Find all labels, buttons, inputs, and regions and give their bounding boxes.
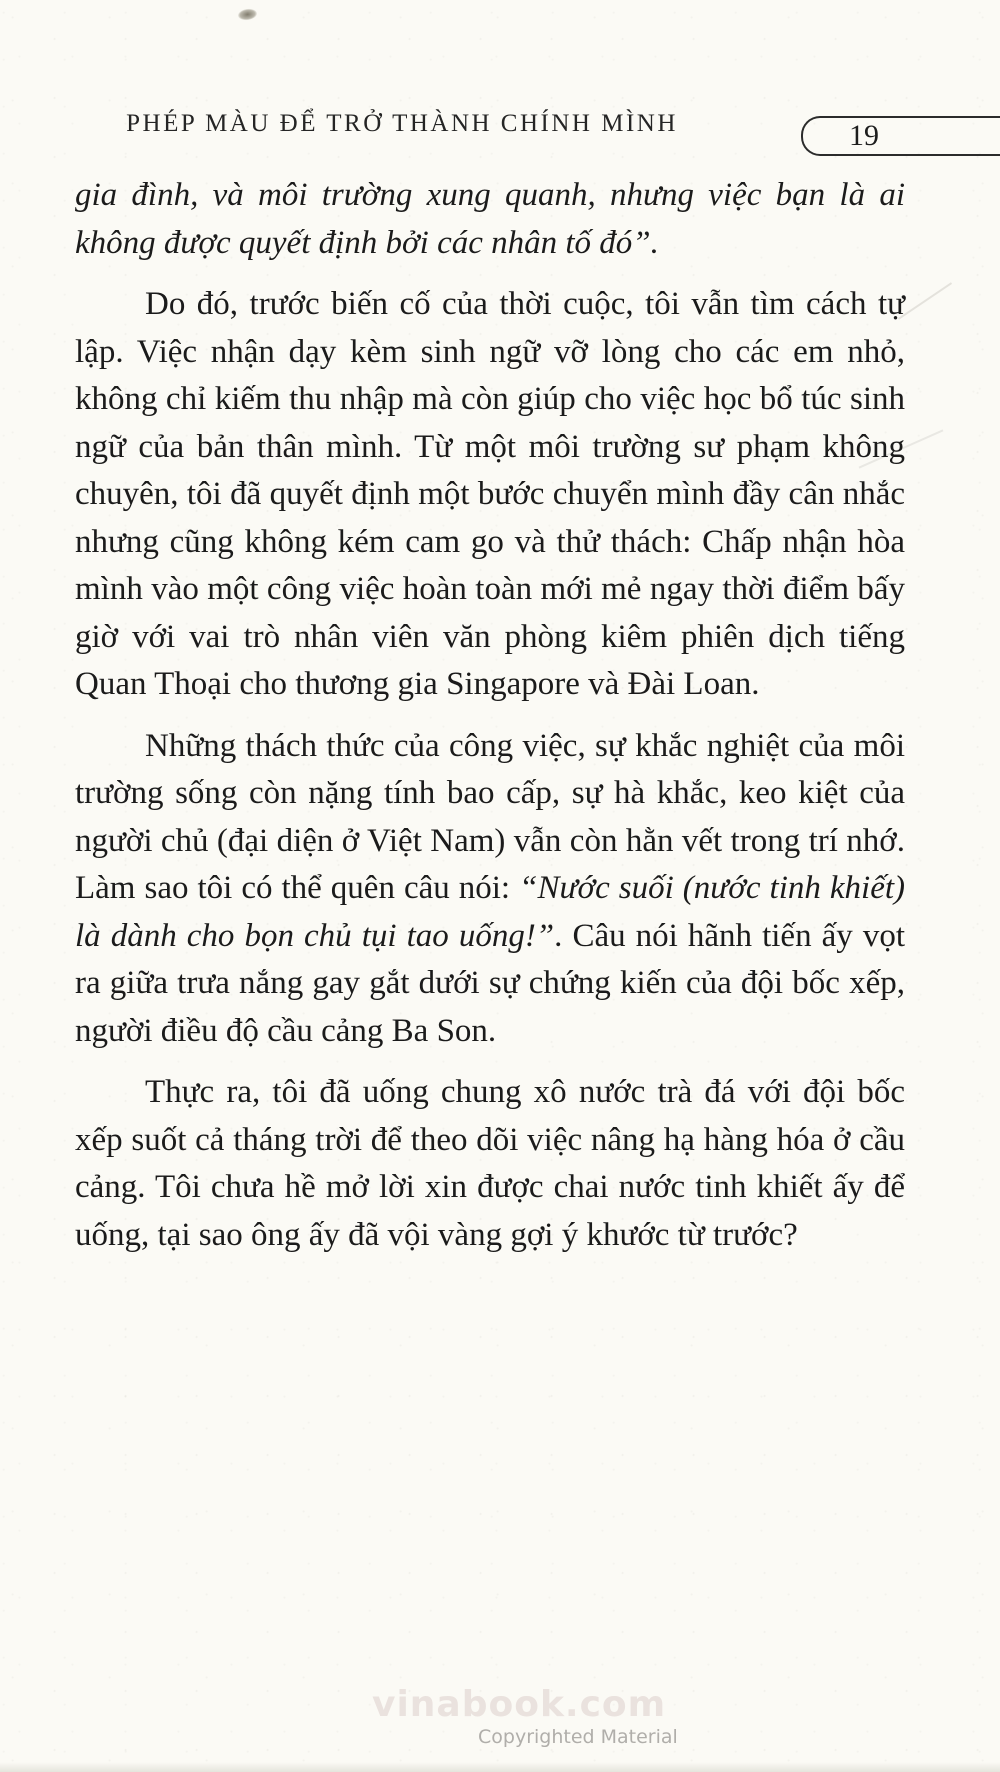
- page-content: [75, 172, 905, 1273]
- paragraph-opening-quote: gia đình, và môi trường xung quanh, nhưng việc bạn là ai không được quyết định bởi các nhân tố đó”.: [75, 177, 905, 261]
- scan-bottom-edge-shadow: [0, 1762, 1000, 1772]
- page-number: 19: [849, 119, 879, 152]
- paragraph-3-text-after-quote: . Câu nói hãnh tiến ấy vọt ra giữa trưa nắng gay gắt dưới sự chứng kiến của đội bốc xếp, người điều độ cầu cảng Ba Son.: [75, 917, 905, 1049]
- copyright-notice: Copyrighted Material: [478, 1726, 678, 1748]
- paragraph-3: [75, 723, 905, 1056]
- page-number-badge: [801, 116, 1000, 156]
- ink-smudge: [237, 8, 257, 22]
- paragraph-4: Thực ra, tôi đã uống chung xô nước trà đá với đội bốc xếp suốt cả tháng trời để theo dõi việc nâng hạ hàng hóa ở cầu cảng. Tôi chưa hề mở lời xin được chai nước tinh khiết ấy để uống, tại sao ông ấy đã vội vàng gợi ý khước từ trước?: [75, 1074, 905, 1253]
- scan-scratch-mark: [898, 282, 952, 319]
- paragraph-3-quoted-speech: “Nước suối (nước tinh khiết) là dành cho bọn chủ tụi tao uống!”: [75, 870, 905, 954]
- paragraph-3-text-before-quote: Những thách thức của công việc, sự khắc nghiệt của môi trường sống còn nặng tính bao cấp, sự hà khắc, keo kiệt của người chủ (đại diện ở Việt Nam) vẫn còn hằn vết trong trí nhớ. Làm sao tôi có thể quên câu nói:: [75, 727, 905, 906]
- vinabook-watermark: vinabook.com: [372, 1684, 667, 1725]
- paragraph-2: Do đó, trước biến cố của thời cuộc, tôi vẫn tìm cách tự lập. Việc nhận dạy kèm sinh ngữ vỡ lòng cho các em nhỏ, không chỉ kiếm thu nhập mà còn giúp cho việc học bổ túc sinh ngữ của bản thân mình. Từ một môi trường sư phạm không chuyên, tôi đã quyết định một bước chuyển mình đầy cân nhắc nhưng cũng không kém cam go và thử thách: Chấp nhận hòa mình vào một công việc hoàn toàn mới mẻ ngay thời điểm bấy giờ với vai trò nhân viên văn phòng kiêm phiên dịch tiếng Quan Thoại cho thương gia Singapore và Đài Loan.: [75, 286, 905, 702]
- running-header-title: PHÉP MÀU ĐỂ TRỞ THÀNH CHÍNH MÌNH: [126, 110, 678, 137]
